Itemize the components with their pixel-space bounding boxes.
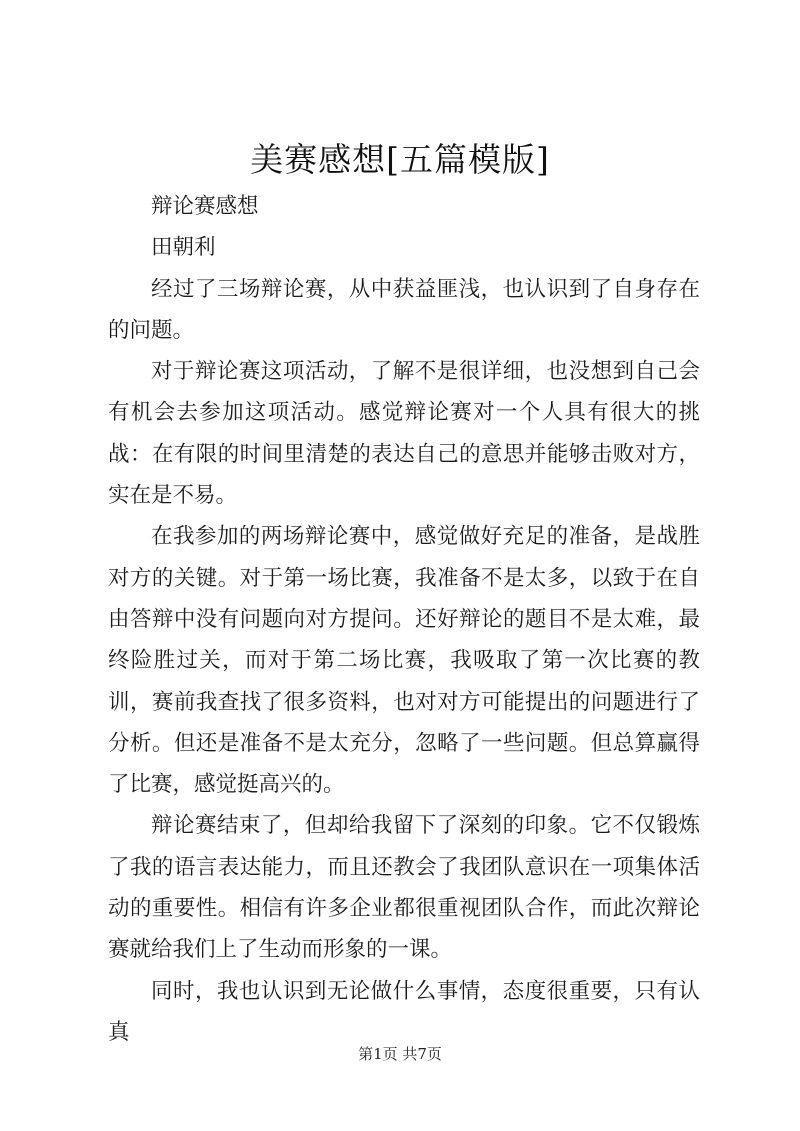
paragraph: 在我参加的两场辩论赛中，感觉做好充足的准备，是战胜对方的关键。对于第一场比赛，我准备不是太多，以致于在自由答辩中没有问题向对方提问。还好辩论的题目不是太难，最终险胜过关，而对于第二场比赛，我吸取了第一次比赛的教训，赛前我查找了很多资料，也对对方可能提出的问题进行了分析。但还是准备不是太充分，忽略了一些问题。但总算赢得了比赛，感觉挺高兴的。 bbox=[108, 524, 700, 798]
document-title: 美赛感想[五篇模版] bbox=[250, 140, 550, 179]
paragraph: 辩论赛结束了，但却给我留下了深刻的印象。它不仅锻炼了我的语言表达能力，而且还教会了我团队意识在一项集体活动的重要性。相信有许多企业都很重视团队合作，而此次辩论赛就给我们上了生动而形象的一课。 bbox=[108, 813, 700, 963]
paragraph: 经过了三场辩论赛，从中获益匪浅，也认识到了自身存在的问题。 bbox=[108, 276, 700, 343]
document-body bbox=[108, 186, 700, 1053]
page-footer: 第1页 共7页 bbox=[358, 1045, 442, 1063]
paragraph-subtitle: 辩论赛感想 bbox=[151, 194, 259, 219]
paragraph: 对于辩论赛这项活动，了解不是很详细，也没想到自己会有机会去参加这项活动。感觉辩论赛对一个人具有很大的挑战：在有限的时间里清楚的表达自己的意思并能够击败对方，实在是不易。 bbox=[108, 359, 700, 509]
paragraph-author: 田朝利 bbox=[151, 235, 216, 261]
paragraph: 同时，我也认识到无论做什么事情，态度很重要，只有认真 bbox=[108, 978, 700, 1045]
